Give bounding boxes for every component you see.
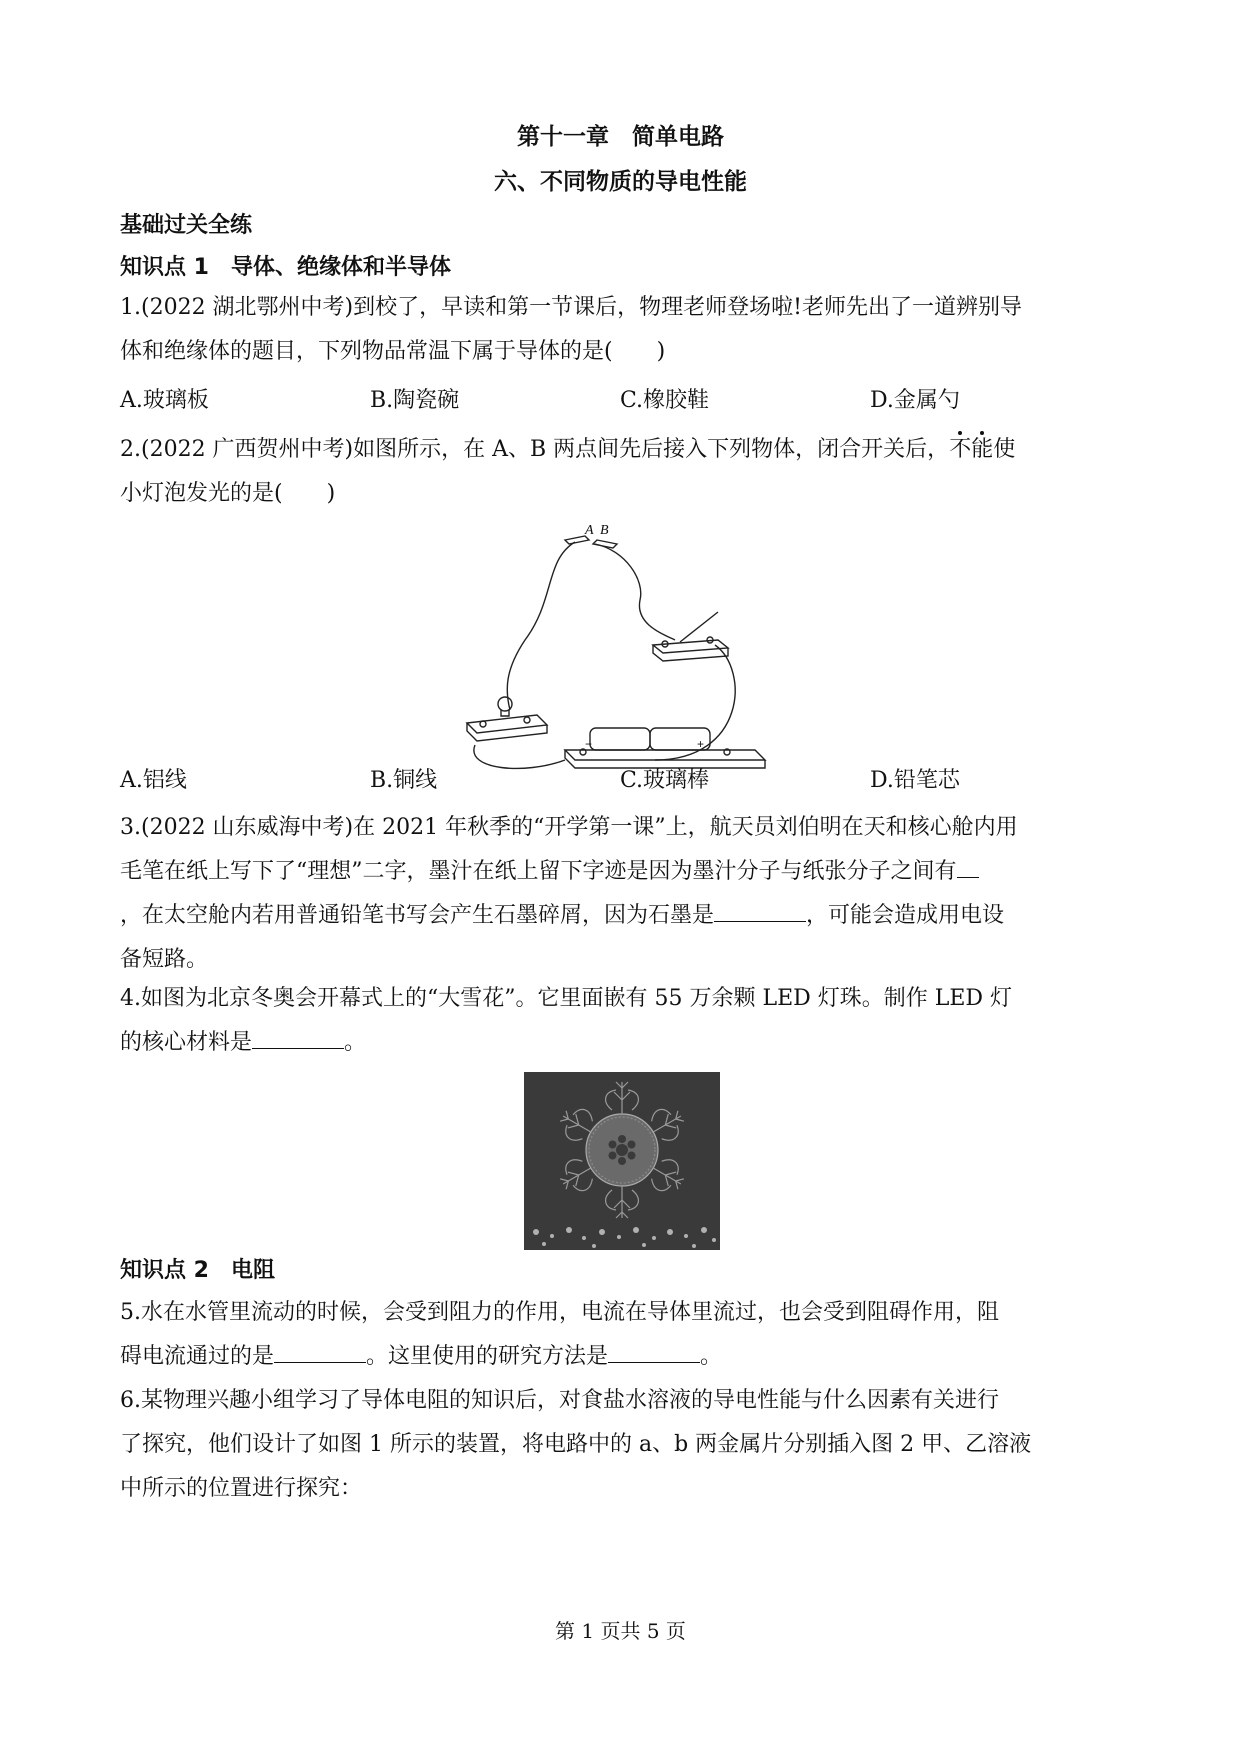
question-3-text-1: 3.(2022 山东威海中考)在 2021 年秋季的“开学第一课”上，航天员刘伯明在天和核心舱内用 — [120, 815, 1018, 840]
question-1-options — [120, 383, 1130, 427]
circuit-diagram — [465, 520, 780, 770]
lesson-title: 六、不同物质的导电性能 — [494, 169, 747, 195]
wire-a — [507, 542, 575, 710]
question-5-text-3: 。这里使用的研究方法是 — [366, 1344, 609, 1369]
lamp-board — [467, 715, 547, 733]
answer-blank[interactable] — [957, 853, 979, 878]
question-2-options — [120, 763, 1130, 807]
question-1-text-2: 体和绝缘体的题目，下列物品常温下属于导体的是( ) — [120, 339, 666, 364]
question-3-text-4: ，可能会造成用电设 — [806, 903, 1005, 928]
option-b: B.铜线 — [370, 768, 438, 793]
question-4 — [120, 977, 1130, 1065]
question-2-text-2: 小灯泡发光的是( ) — [120, 481, 336, 506]
label-plus: + — [697, 737, 705, 751]
question-5-text-2: 碍电流通过的是 — [120, 1344, 275, 1369]
wire-switch-battery — [655, 645, 735, 760]
page-footer: 第 1 页共 5 页 — [555, 1619, 686, 1643]
question-4-text-2: 的核心材料是 — [120, 1030, 253, 1055]
wire-b — [595, 544, 675, 640]
exercise-heading: 基础过关全练 — [120, 213, 253, 238]
question-5-text-4: 。 — [700, 1344, 723, 1369]
question-6-text-2: 了探究，他们设计了如图 1 所示的装置，将电路中的 a、b 两金属片分别插入图 2 甲、乙溶液 — [120, 1432, 1032, 1457]
question-3-text-3: ，在太空舱内若用普通铅笔书写会产生石墨碎屑，因为石墨是 — [120, 903, 715, 928]
chapter-title: 第十一章 简单电路 — [517, 124, 724, 150]
question-6 — [120, 1379, 1130, 1511]
question-1-text-1: 1.(2022 湖北鄂州中考)到校了，早读和第一节课后，物理老师登场啦!老师先出了一道辨别导 — [120, 295, 1022, 320]
label-minus: − — [585, 737, 593, 751]
question-2-text-1: 2.(2022 广西贺州中考)如图所示，在 A、B 两点间先后接入下列物体，闭合开关后， — [120, 437, 950, 462]
question-3 — [120, 806, 1130, 982]
option-c: C.橡胶鞋 — [620, 388, 710, 413]
emphasis-char: 不 — [949, 437, 972, 462]
label-a: A — [585, 523, 594, 538]
emphasis-char: 能 — [971, 437, 994, 462]
option-a: A.铝线 — [120, 768, 187, 793]
answer-blank[interactable] — [714, 897, 806, 922]
question-4-text-3: 。 — [344, 1030, 367, 1055]
answer-blank[interactable] — [608, 1338, 700, 1363]
answer-blank[interactable] — [274, 1338, 366, 1363]
option-d: D.铅笔芯 — [870, 768, 960, 793]
question-4-text-1: 4.如图为北京冬奥会开幕式上的“大雪花”。它里面嵌有 55 万余颗 LED 灯珠。制作 LED 灯 — [120, 986, 1013, 1011]
option-d: D.金属勺 — [870, 388, 960, 413]
option-c: C.玻璃棒 — [620, 768, 710, 793]
battery-board — [565, 750, 765, 760]
question-5 — [120, 1291, 1130, 1379]
snowflake-photo — [524, 1072, 720, 1250]
question-2 — [120, 428, 1130, 516]
question-3-text-2: 毛笔在纸上写下了“理想”二字，墨汁在纸上留下字迹是因为墨汁分子与纸张分子之间有 — [120, 859, 957, 884]
question-1 — [120, 286, 1130, 374]
option-a: A.玻璃板 — [120, 388, 209, 413]
question-5-text-1: 5.水在水管里流动的时候，会受到阻力的作用，电流在导体里流过，也会受到阻碍作用，阻 — [120, 1300, 999, 1325]
option-b: B.陶瓷碗 — [370, 388, 460, 413]
question-6-text-1: 6.某物理兴趣小组学习了导体电阻的知识后，对食盐水溶液的导电性能与什么因素有关进行 — [120, 1388, 999, 1413]
question-3-text-5: 备短路。 — [120, 947, 209, 972]
battery-cell-1 — [590, 728, 650, 750]
label-b: B — [600, 523, 609, 538]
knowledge-point-1: 知识点 1 导体、绝缘体和半导体 — [120, 255, 451, 280]
question-2-text-1b: 使 — [993, 437, 1016, 462]
answer-blank[interactable] — [252, 1024, 344, 1049]
knowledge-point-2: 知识点 2 电阻 — [120, 1258, 275, 1283]
lamp-bulb — [498, 697, 512, 711]
question-6-text-3: 中所示的位置进行探究： — [120, 1476, 363, 1501]
